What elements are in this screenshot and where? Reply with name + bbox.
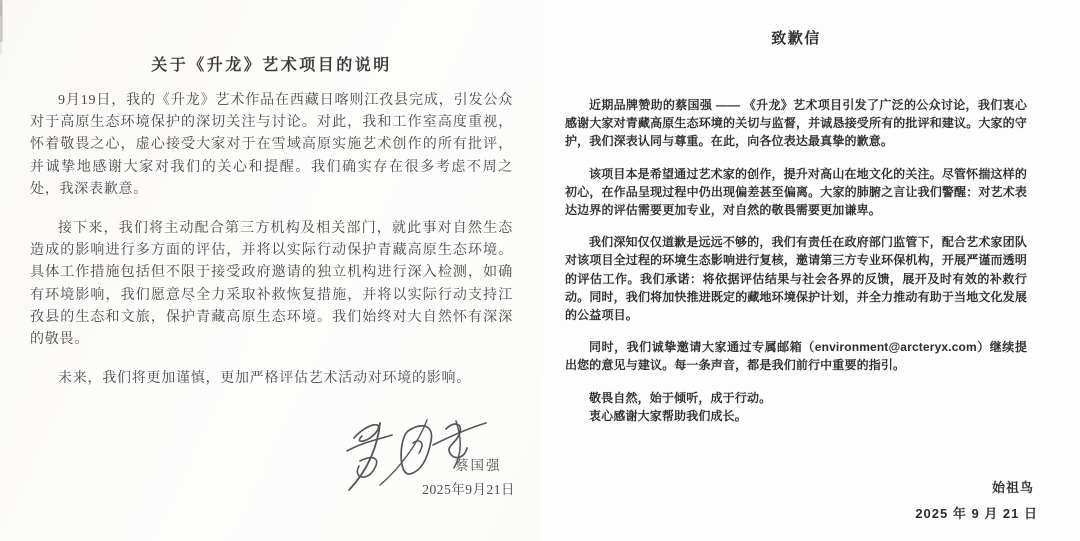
apology-paragraph-2: 该项目本是希望通过艺术家的创作，提升对高山在地文化的关注。尽管怀揣这样的初心，在作品呈现过程中仍出现偏差甚至偏离。大家的肺腑之言让我们警醒：对艺术表达边界的评估需要更加专业，对自然的敬畏需要更加谦卑。 bbox=[565, 166, 1027, 218]
statement-paragraph-1: 9月19日，我的《升龙》艺术作品在西藏日喀则江孜县完成，引发公众对于高原生态环境保护的深切关注与讨论。对此，我和工作室高度重视，怀着敬畏之心，虚心接受大家对于在雪域高原实施艺术创作的所有批评，并诚挚地感谢大家对我们的关心和提醒。我们确实存在很多考虑不周之处，我深表歉意。 bbox=[30, 93, 513, 197]
statement-body bbox=[30, 90, 513, 407]
apology-signer-name: 始祖鸟 bbox=[991, 480, 1034, 495]
apology-date: 2025 年 9 月 21 日 bbox=[915, 506, 1038, 521]
statement-paragraph-3: 未来，我们将更加谨慎，更加严格评估艺术活动对环境的影响。 bbox=[58, 371, 471, 387]
apology-closing bbox=[565, 389, 1027, 425]
statement-date: 2025年9月21日 bbox=[422, 482, 515, 497]
apology-body bbox=[565, 96, 1027, 425]
apology-paragraph-4: 同时，我们诚挚邀请大家通过专属邮箱（environment@arcteryx.com）继续提出您的意见与建议。每一条声音，都是我们前行中重要的指引。 bbox=[565, 340, 1027, 373]
apology-paragraph-1: 近期品牌赞助的蔡国强 —— 《升龙》艺术项目引发了广泛的公众讨论，我们衷心感谢大家对青藏高原生态环境的关切与监督，并诚恳接受所有的批评和建议。大家的守护，我们深表认同与尊重。在此，向各位表达最真挚的歉意。 bbox=[565, 98, 1027, 149]
apology-signature-block bbox=[915, 477, 1038, 522]
statement-paragraph-2: 接下来，我们将主动配合第三方机构及相关部门，就此事对自然生态造成的影响进行多方面的评估，并将以实际行动保护青藏高原生态环境。具体工作措施包括但不限于接受政府邀请的独立机构进行深入检测，如确有环境影响，我们愿意尽全力采取补救恢复措施，并将以实际行动支持江孜县的生态和文旅，保护青藏高原生态环境。我们始终对大自然怀有深深的敬畏。 bbox=[30, 221, 513, 348]
apology-paragraph-3: 我们深知仅仅道歉是远远不够的，我们有责任在政府部门监管下，配合艺术家团队对该项目全过程的环境生态影响进行复核，邀请第三方专业环保机构，开展严谨而透明的评估工作。我们承诺：将依据评估结果与社会各界的反馈，展开及时有效的补救行动。同时，我们将加快推进既定的藏地环境保护计划，并全力推动有助于当地文化发展的公益项目。 bbox=[565, 235, 1027, 323]
apology-title: 致歉信 bbox=[771, 30, 821, 47]
closing-line-2: 衷心感谢大家帮助我们成长。 bbox=[589, 408, 747, 423]
closing-line-1: 敬畏自然，始于倾听，成于行动。 bbox=[589, 390, 772, 405]
statement-signer-name: 蔡国强 bbox=[455, 458, 502, 473]
scan-edge-artifact bbox=[0, 0, 2, 55]
apology-letter-page bbox=[540, 0, 1080, 541]
statement-title: 关于《升龙》艺术项目的说明 bbox=[151, 57, 392, 74]
